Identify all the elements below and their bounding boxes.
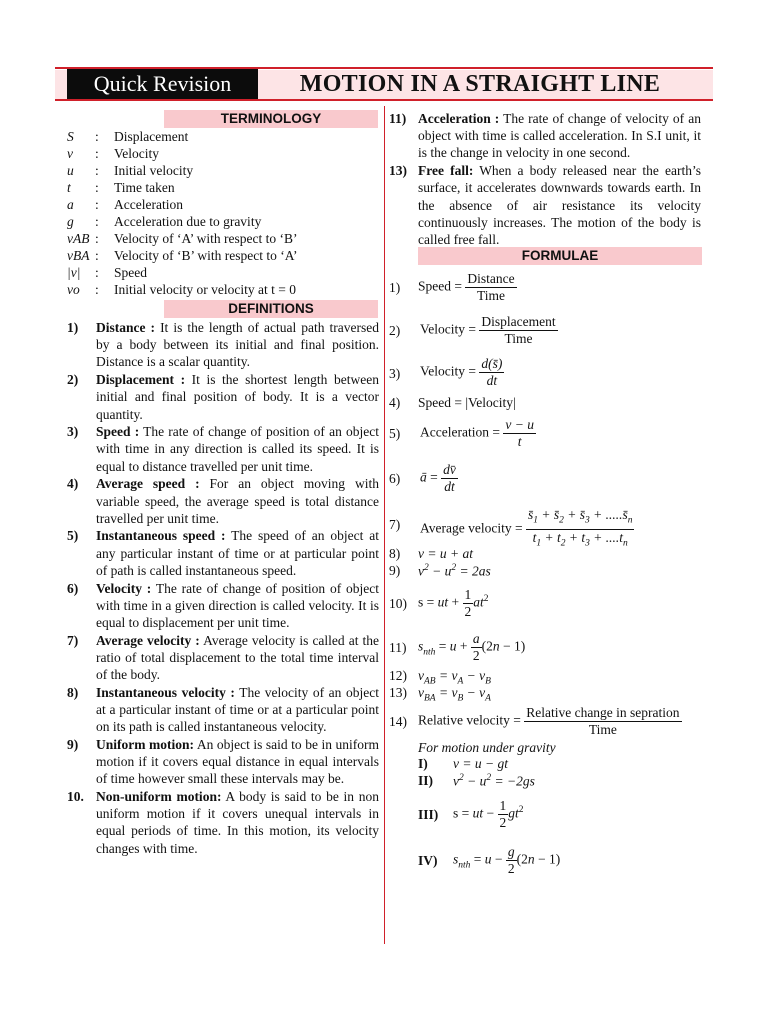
formula-speed: Speed = $\frac{\text{Distance}}{\text{Time}}$ (418, 271, 515, 303)
terminology-heading: TERMINOLOGY (164, 110, 378, 128)
quick-revision-badge: Quick Revision (67, 69, 258, 99)
formula-average-velocity: Average velocity = $\frac{s̄_1 + s̄_2 + s̄_3 + .....s̄_n}{t_1 + t_2 + t_3 + ....t_n}$ (420, 507, 633, 549)
formula-first-equation: v = u + at (418, 546, 473, 561)
term-text: Initial velocity (114, 163, 194, 178)
term-symbol: v (67, 146, 73, 161)
definition-text: It is the length of actual path traversed by a body between its initial and final position. Distance is a scalar quantity. (96, 320, 379, 370)
formula-number: 9) (389, 563, 401, 578)
term-row: v : Velocity (67, 146, 159, 161)
gravity-formula-number: II) (418, 773, 434, 788)
formula-number: 2) (389, 323, 401, 338)
term-row: vAB : Velocity of ‘A’ with respect to ‘B’ (67, 231, 298, 246)
definition-item (67, 580, 379, 632)
formula-number: 11) (389, 640, 407, 655)
formula-relative-velocity-ba: $v_{BA} = v_B - v_A$ (418, 685, 491, 704)
definition-text: The rate of change of velocity of an object with time is called acceleration. In S.I unit, it is the change in velocity in one second. (418, 111, 701, 161)
formula-numerator: Distance (467, 271, 515, 286)
definition-number: 5) (67, 528, 79, 544)
formula-denominator: Time (588, 722, 617, 737)
formula-acceleration-derivative: ā = $\frac{dv̄}{dt}$ (420, 462, 456, 494)
definition-item (67, 684, 379, 736)
term-text: Acceleration (114, 197, 183, 212)
formula-number: 12) (389, 668, 407, 683)
term-row: g : Acceleration due to gravity (67, 214, 262, 229)
definition-term: Speed : (96, 424, 140, 440)
term-row: vo : Initial velocity or velocity at t = 0 (67, 282, 296, 297)
term-row: |v| : Speed (67, 265, 147, 280)
definition-item (389, 162, 701, 248)
definition-term: Distance : (96, 320, 156, 335)
definition-number: 8) (67, 684, 79, 700)
term-text: Velocity of ‘B’ with respect to ‘A’ (114, 248, 298, 263)
definition-term: Average velocity : (96, 632, 200, 648)
definition-text: The rate of change of position of an object with time in any direction is called its speed. It is equal to distance travelled per unit time. (96, 424, 379, 474)
definition-term: Acceleration : (418, 111, 500, 126)
term-symbol: vo (67, 282, 80, 297)
formula-velocity: Velocity = $\frac{\text{Displacement}}{\text{Time}}$ (420, 314, 556, 346)
term-row: S : Displacement (67, 129, 189, 144)
formula-acceleration: Acceleration = $\frac{v - u}{t}$ (420, 417, 534, 449)
term-text: Displacement (114, 129, 189, 144)
term-row: t : Time taken (67, 180, 175, 195)
definition-number: 1) (67, 320, 79, 335)
definition-item (67, 423, 379, 475)
definitions-list-right (389, 110, 701, 249)
definition-term: Instantaneous speed : (96, 528, 226, 544)
term-text: Time taken (114, 180, 175, 195)
definition-item (67, 371, 379, 423)
term-row: a : Acceleration (67, 197, 183, 212)
formula-denominator: Time (504, 331, 533, 346)
definition-number: 6) (67, 580, 79, 596)
formula-acceleration-label: Acceleration (420, 424, 489, 440)
formula-second-equation: s = ut + $\frac{1}{2}$ $at^2$ (418, 587, 489, 619)
definition-text: It is the shortest length between initial and final position of body. It is a vector quantity. (96, 372, 379, 422)
formula-number: 13) (389, 685, 407, 700)
definition-term: Free fall: (418, 163, 474, 179)
term-text: Velocity of ‘A’ with respect to ‘B’ (114, 231, 298, 246)
formula-relative-velocity-label: Relative velocity (418, 712, 510, 728)
definitions-list (67, 319, 379, 857)
formula-relative-velocity: Relative velocity = $\frac{\text{Relative change in sepration}}{\text{Time}}$ (418, 705, 680, 737)
gravity-formula-number: IV) (418, 853, 438, 868)
definition-text: For an object moving with variable speed, the average speed is total distance travelled per unit time. (96, 476, 379, 526)
gravity-formula-number: III) (418, 807, 439, 822)
definition-text: When a body released near the earth’s surface, it accelerates downwards towards earth. In the absence of air resistance its velocity continuously increases. The motion of the body is called free fall. (418, 163, 701, 247)
gravity-formula-nth-second: $s_{nth} = u$ − $\frac{g}{2}$ (2n − 1) (453, 844, 561, 876)
definition-term: Non-uniform motion: (96, 788, 222, 804)
formula-number: 8) (389, 546, 401, 561)
formula-number: 1) (389, 280, 401, 295)
definition-item (67, 632, 379, 684)
gravity-formula-velocity: v = u − gt (453, 756, 508, 771)
definition-text: The velocity of an object at a particular instant of time or at a particular point on its path is called instantaneous velocity. (96, 684, 379, 735)
definition-number: 2) (67, 372, 79, 388)
formula-number: 14) (389, 714, 407, 729)
definition-term: Displacement : (96, 372, 186, 388)
formula-number: 10) (389, 596, 407, 611)
term-text: Speed (114, 265, 147, 280)
definition-item (67, 527, 379, 579)
header-bottom-rule (55, 99, 713, 101)
gravity-formula-number: I) (418, 756, 428, 771)
definition-item (67, 736, 379, 788)
definition-number: 3) (67, 424, 79, 440)
definition-item (67, 475, 379, 527)
definition-number: 4) (67, 476, 79, 492)
definition-text: The speed of an object at any particular instant of time or at particular point of path is called instantaneous speed. (96, 528, 379, 578)
formula-average-velocity-label: Average velocity (420, 520, 512, 536)
definition-term: Average speed : (96, 476, 200, 492)
formula-speed-label: Speed (418, 278, 451, 294)
term-row: vBA : Velocity of ‘B’ with respect to ‘A’ (67, 248, 298, 263)
definition-term: Velocity : (96, 580, 152, 596)
definition-item (389, 110, 701, 162)
definition-item (67, 788, 379, 857)
term-symbol: a (67, 197, 74, 212)
definition-number: 7) (67, 632, 79, 648)
page-title: MOTION IN A STRAIGHT LINE (299, 71, 661, 97)
term-text: Velocity (114, 146, 159, 161)
gravity-formula-third-equation: $v^2 - u^2 = -2gs$ (453, 773, 535, 789)
definition-text: An object is said to be in uniform motion if it covers equal distance in equal intervals of time however small these intervals may be. (96, 736, 379, 787)
formula-speed-magnitude: Speed = |Velocity| (418, 395, 516, 410)
formula-velocity-label: Velocity (420, 363, 465, 379)
definition-item (67, 319, 379, 371)
formula-velocity-label: Velocity (420, 321, 465, 337)
definitions-heading: DEFINITIONS (164, 300, 378, 318)
formula-number: 7) (389, 517, 401, 532)
term-symbol: t (67, 180, 71, 195)
formula-number: 4) (389, 395, 401, 410)
gravity-heading: For motion under gravity (418, 740, 556, 755)
definition-number: 10. (67, 788, 84, 804)
term-text: Acceleration due to gravity (114, 214, 262, 229)
term-symbol: vAB (67, 231, 90, 246)
formula-number: 6) (389, 471, 401, 486)
formula-nth-second-distance: $s_{nth} = u$ + $\frac{a}{2}$ (2n − 1) (418, 631, 526, 663)
definition-text: A body is said to be in non uniform motion if it covers unequal intervals in equal periods of time. In this motion, its velocity changes with time. (96, 788, 379, 856)
formula-relative-velocity-ab: $v_{AB} = v_A - v_B$ (418, 668, 491, 687)
formula-numerator: Displacement (481, 314, 556, 329)
gravity-formula-displacement: s = ut − $\frac{1}{2}$ $gt^2$ (453, 798, 524, 830)
term-symbol: u (67, 163, 74, 178)
formula-third-equation: $v^2 - u^2 = 2as$ (418, 563, 491, 579)
term-row: u : Initial velocity (67, 163, 194, 178)
column-divider (384, 106, 385, 944)
term-symbol: vBA (67, 248, 90, 263)
term-symbol: S (67, 129, 74, 144)
definition-term: Instantaneous velocity : (96, 684, 235, 700)
definition-number: 11) (389, 111, 407, 126)
formula-denominator: Time (476, 288, 505, 303)
definition-text: The rate of change of position of object with time in a given direction is called velocity. It is equal to displacement per unit time. (96, 580, 379, 630)
formula-numerator: Relative change in sepration (526, 705, 680, 720)
term-symbol: g (67, 214, 74, 229)
formula-velocity-derivative: Velocity = $\frac{d(s̄)}{dt}$ (420, 356, 503, 388)
formula-number: 5) (389, 426, 401, 441)
definition-number: 9) (67, 736, 79, 752)
definition-number: 13) (389, 163, 407, 179)
term-symbol: |v| (67, 265, 81, 280)
formula-number: 3) (389, 366, 401, 381)
definition-text: Average velocity is called at the ratio of total displacement to the total time interval of the body. (96, 632, 379, 683)
formulae-heading: FORMULAE (418, 247, 702, 265)
definition-term: Uniform motion: (96, 736, 195, 752)
term-text: Initial velocity or velocity at t = 0 (114, 282, 296, 297)
